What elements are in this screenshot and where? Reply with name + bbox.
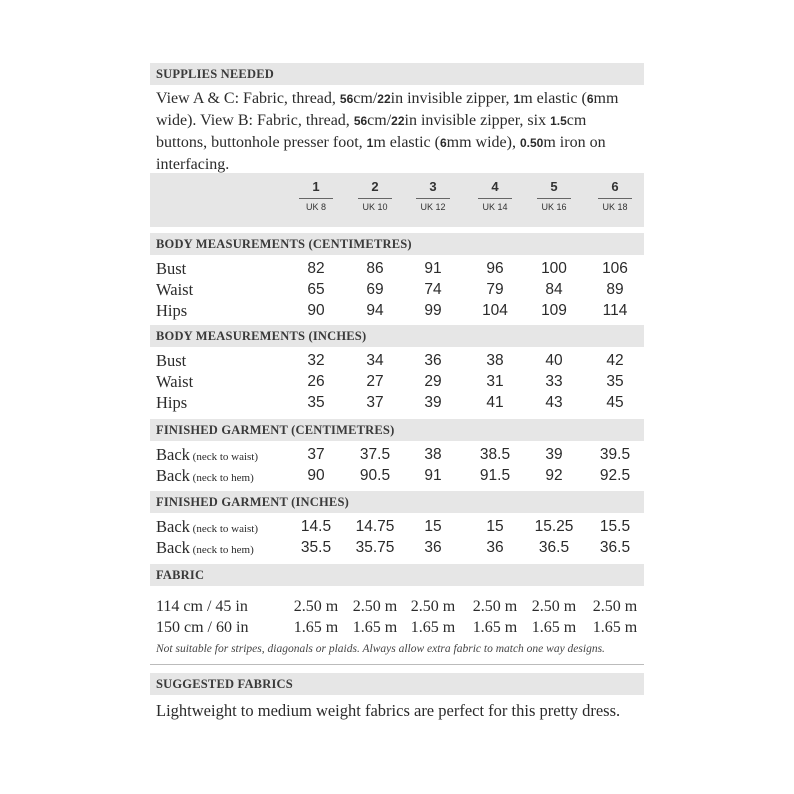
- row-label: Back (neck to hem): [156, 466, 254, 485]
- cell-value: 15.25: [534, 518, 574, 535]
- cell-value: 40: [545, 352, 563, 369]
- garment-cm-table: [150, 441, 644, 491]
- table-row: [150, 617, 644, 638]
- cell-value: 69: [366, 281, 384, 298]
- cell-value: 35.5: [300, 539, 332, 556]
- row-label: Bust: [156, 259, 187, 278]
- cell-value: 32: [307, 352, 325, 369]
- cell-value: 36.5: [538, 539, 570, 556]
- cell-value: 2.50 m: [531, 598, 577, 615]
- cell-value: 36: [424, 352, 442, 369]
- cell-value: 15.5: [599, 518, 631, 535]
- cell-value: 37: [366, 394, 384, 411]
- cell-value: 1.65 m: [531, 619, 577, 636]
- cell-value: 29: [424, 373, 442, 390]
- table-row: [150, 258, 644, 279]
- row-label: Hips: [156, 301, 188, 320]
- cell-value: 41: [486, 394, 504, 411]
- table-row: [150, 596, 644, 617]
- table-row: [150, 300, 644, 321]
- size-number: 4: [491, 179, 499, 194]
- cell-value: 38: [424, 446, 442, 463]
- size-column-5: [534, 179, 574, 212]
- table-row: [150, 537, 644, 558]
- suggested-text: Lightweight to medium weight fabrics are perfect for this pretty dress.: [156, 701, 621, 720]
- cell-value: 89: [606, 281, 624, 298]
- cell-value: 14.5: [300, 518, 332, 535]
- cell-value: 94: [366, 302, 384, 319]
- cell-value: 39: [545, 446, 563, 463]
- row-sublabel: (neck to hem): [189, 472, 254, 484]
- cell-value: 74: [424, 281, 442, 298]
- uk-size-label: UK 18: [602, 202, 628, 212]
- cell-value: 35.75: [355, 539, 395, 556]
- cell-value: 1.65 m: [352, 619, 398, 636]
- row-label: Waist: [156, 280, 194, 299]
- cell-value: 82: [307, 260, 325, 277]
- size-number: 6: [611, 179, 619, 194]
- garment-in-table: [150, 513, 644, 564]
- pattern-info-sheet: [150, 63, 644, 721]
- cell-value: 37.5: [359, 446, 391, 463]
- cell-value: 96: [486, 260, 504, 277]
- row-label: Back (neck to waist): [156, 517, 259, 536]
- cell-value: 34: [366, 352, 384, 369]
- cell-value: 100: [541, 260, 567, 277]
- cell-value: 31: [486, 373, 504, 390]
- cell-value: 1.65 m: [472, 619, 518, 636]
- cell-value: 2.50 m: [592, 598, 638, 615]
- fabric-note: Not suitable for stripes, diagonals or plaids. Always allow extra fabric to match one way designs.: [156, 643, 605, 655]
- body-in-header: BODY MEASUREMENTS (INCHES): [150, 325, 644, 347]
- cell-value: 104: [482, 302, 508, 319]
- cell-value: 1.65 m: [592, 619, 638, 636]
- cell-value: 90: [307, 467, 325, 484]
- cell-value: 84: [545, 281, 563, 298]
- table-row: [150, 350, 644, 371]
- garment-cm-header: FINISHED GARMENT (CENTIMETRES): [150, 419, 644, 441]
- cell-value: 92: [545, 467, 563, 484]
- row-label: 150 cm / 60 in: [156, 619, 249, 636]
- row-label: Back (neck to waist): [156, 445, 259, 464]
- cell-value: 2.50 m: [472, 598, 518, 615]
- size-column-4: [475, 179, 515, 212]
- row-label: 114 cm / 45 in: [156, 598, 248, 615]
- cell-value: 92.5: [599, 467, 631, 484]
- cell-value: 86: [366, 260, 384, 277]
- row-label: Back (neck to hem): [156, 538, 254, 557]
- size-number: 3: [429, 179, 437, 194]
- size-rule: [358, 198, 392, 199]
- row-sublabel: (neck to waist): [189, 451, 259, 463]
- cell-value: 2.50 m: [352, 598, 398, 615]
- cell-value: 35: [606, 373, 624, 390]
- size-number: 2: [371, 179, 379, 194]
- row-sublabel: (neck to hem): [189, 544, 254, 556]
- cell-value: 26: [307, 373, 325, 390]
- size-column-1: [296, 179, 336, 212]
- row-label: Bust: [156, 351, 187, 370]
- table-row: [150, 444, 644, 465]
- suggested-header: SUGGESTED FABRICS: [150, 673, 644, 695]
- cell-value: 109: [541, 302, 567, 319]
- cell-value: 91.5: [479, 467, 511, 484]
- size-number: 1: [312, 179, 320, 194]
- cell-value: 36: [424, 539, 442, 556]
- cell-value: 39.5: [599, 446, 631, 463]
- cell-value: 79: [486, 281, 504, 298]
- cell-value: 65: [307, 281, 325, 298]
- cell-value: 2.50 m: [410, 598, 456, 615]
- cell-value: 39: [424, 394, 442, 411]
- cell-value: 15: [424, 518, 442, 535]
- cell-value: 91: [424, 260, 442, 277]
- cell-value: 42: [606, 352, 624, 369]
- size-column-2: [355, 179, 395, 212]
- row-sublabel: (neck to waist): [189, 523, 259, 535]
- size-rule: [416, 198, 450, 199]
- cell-value: 38.5: [479, 446, 511, 463]
- cell-value: 1.65 m: [293, 619, 339, 636]
- cell-value: 2.50 m: [293, 598, 339, 615]
- body-cm-header: BODY MEASUREMENTS (CENTIMETRES): [150, 233, 644, 255]
- fabric-header: FABRIC: [150, 564, 644, 586]
- body-in-table: [150, 347, 644, 419]
- cell-value: 38: [486, 352, 504, 369]
- supplies-header: SUPPLIES NEEDED: [150, 63, 644, 85]
- table-row: [150, 516, 644, 537]
- fabric-table: [150, 586, 644, 638]
- size-header-bar: [150, 173, 644, 227]
- uk-size-label: UK 12: [420, 202, 446, 212]
- size-rule: [299, 198, 333, 199]
- cell-value: 15: [486, 518, 504, 535]
- uk-size-label: UK 14: [482, 202, 508, 212]
- cell-value: 45: [606, 394, 624, 411]
- size-rule: [537, 198, 571, 199]
- body-cm-table: [150, 255, 644, 325]
- cell-value: 114: [602, 302, 628, 319]
- size-column-6: [595, 179, 635, 212]
- cell-value: 90.5: [359, 467, 391, 484]
- uk-size-label: UK 10: [362, 202, 388, 212]
- table-row: [150, 392, 644, 413]
- cell-value: 36: [486, 539, 504, 556]
- cell-value: 106: [602, 260, 628, 277]
- uk-size-label: UK 8: [305, 202, 326, 212]
- size-rule: [598, 198, 632, 199]
- cell-value: 27: [366, 373, 384, 390]
- cell-value: 14.75: [355, 518, 395, 535]
- cell-value: 91: [424, 467, 442, 484]
- row-label: Hips: [156, 393, 188, 412]
- cell-value: 35: [307, 394, 325, 411]
- garment-in-header: FINISHED GARMENT (INCHES): [150, 491, 644, 513]
- table-row: [150, 371, 644, 392]
- uk-size-label: UK 16: [541, 202, 567, 212]
- supplies-text: View A & C: Fabric, thread, 56cm/22in invisible zipper, 1m elastic (6mm wide). View B: Fabric, thread, 56cm/22in invisible zipper, six 1.5cm buttons, buttonhole presser foot, 1m elastic (6mm wide), 0.50m iron on interfacing.: [156, 90, 619, 173]
- table-row: [150, 465, 644, 486]
- cell-value: 99: [424, 302, 442, 319]
- cell-value: 90: [307, 302, 325, 319]
- cell-value: 36.5: [599, 539, 631, 556]
- size-rule: [478, 198, 512, 199]
- cell-value: 37: [307, 446, 325, 463]
- table-row: [150, 279, 644, 300]
- size-number: 5: [550, 179, 558, 194]
- divider: [150, 656, 644, 665]
- size-column-3: [413, 179, 453, 212]
- cell-value: 1.65 m: [410, 619, 456, 636]
- cell-value: 43: [545, 394, 563, 411]
- row-label: Waist: [156, 372, 194, 391]
- cell-value: 33: [545, 373, 563, 390]
